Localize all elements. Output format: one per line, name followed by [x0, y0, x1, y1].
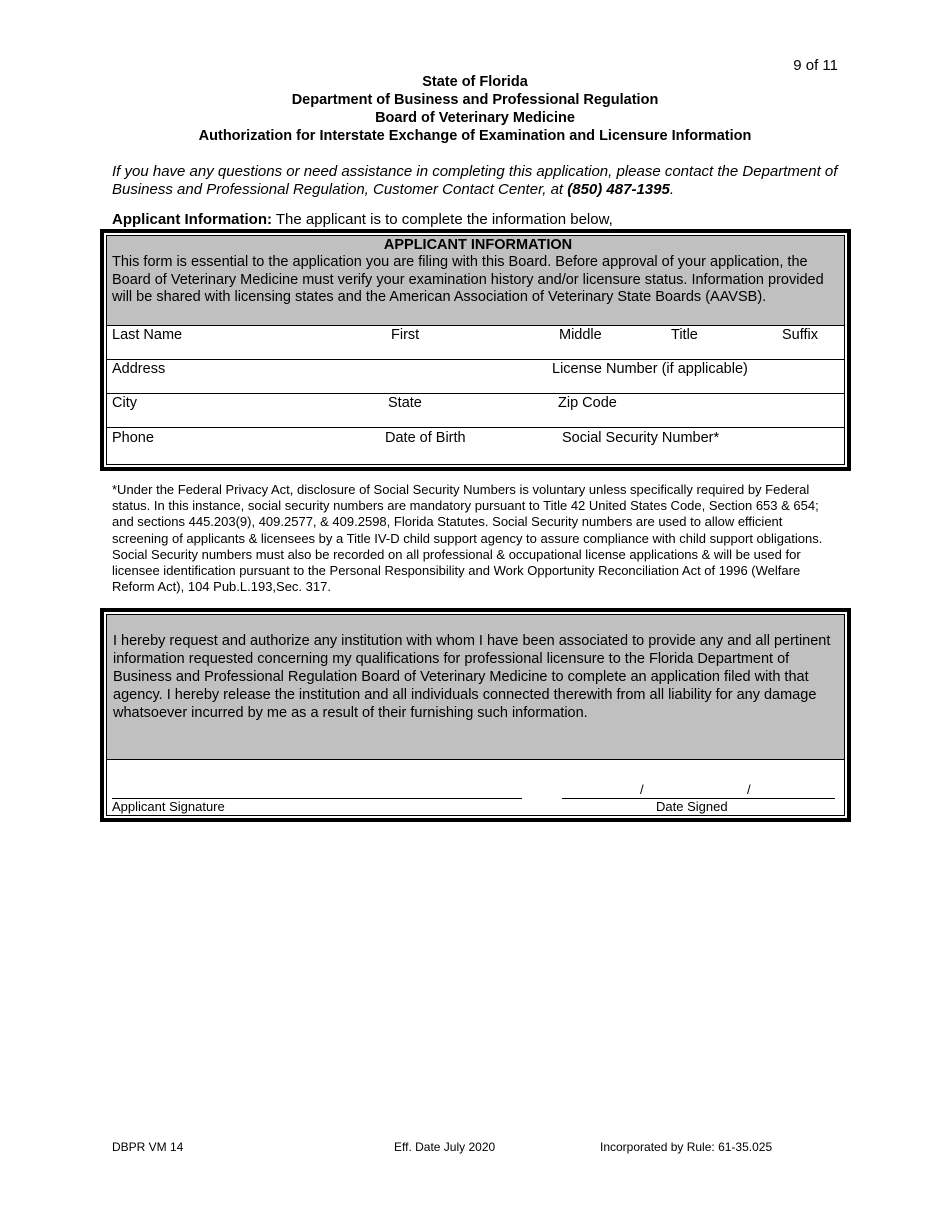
- phone-row: [107, 428, 844, 461]
- title-field[interactable]: Title: [671, 327, 698, 343]
- date-signed-label: Date Signed: [656, 799, 728, 814]
- signature-label: Applicant Signature: [112, 799, 225, 814]
- privacy-act-notice: *Under the Federal Privacy Act, disclosure of Social Security Numbers is voluntary unless specifically required by Federal status. In this instance, social security numbers are mandatory pursuant to Title 42 United States Code, Section 653 & 654; and sections 445.203(9), 409.2577, & 409.2598, Florida Statutes. Social Security numbers are used to allow efficient screening of applicants & licensees by a Title IV-D child support agency to assure compliance with child support obligations. Social Security numbers must also be recorded on all professional & occupational license applications & will be used for licensee identification pursuant to the Personal Responsibility and Work Opportunity Reconciliation Act of 1996 (Welfare Reform Act), 104 Pub.L.193,Sec. 317.: [112, 482, 823, 595]
- first-name-field[interactable]: First: [391, 327, 420, 343]
- last-name-field[interactable]: Last Name: [112, 327, 183, 343]
- applicant-info-box: [100, 229, 851, 471]
- applicant-info-header: [107, 236, 844, 326]
- footer-form-id: DBPR VM 14: [112, 1140, 184, 1154]
- applicant-intro-label: Applicant Information:: [112, 211, 272, 228]
- header-state: State of Florida: [422, 74, 528, 90]
- applicant-intro-text: The applicant is to complete the information below,: [272, 211, 613, 228]
- ssn-field[interactable]: Social Security Number*: [562, 430, 720, 446]
- header-board: Board of Veterinary Medicine: [375, 110, 575, 126]
- suffix-field[interactable]: Suffix: [782, 327, 819, 343]
- city-row: [107, 394, 844, 428]
- date-separator-1: /: [640, 782, 644, 797]
- middle-name-field[interactable]: Middle: [559, 327, 602, 343]
- form-header: [0, 73, 950, 145]
- license-number-field[interactable]: License Number (if applicable): [552, 361, 748, 377]
- contact-text: If you have any questions or need assistance in completing this application, please contact the Department of Business and Professional Regulation, Customer Contact Center, at: [112, 163, 838, 198]
- contact-period: .: [669, 181, 674, 198]
- address-field[interactable]: Address: [112, 361, 166, 377]
- footer-effective-date: Eff. Date July 2020: [394, 1140, 496, 1154]
- applicant-intro: [112, 211, 613, 228]
- contact-info: [112, 163, 842, 199]
- header-department: Department of Business and Professional Regulation: [291, 92, 659, 108]
- phone-field[interactable]: Phone: [112, 430, 154, 446]
- page-number: 9 of 11: [793, 57, 838, 74]
- authorization-box: [100, 608, 851, 822]
- city-field[interactable]: City: [112, 395, 137, 411]
- applicant-info-description: This form is essential to the application you are filing with this Board. Before approval of your application, the Board of Veterinary Medicine must verify your examination history and/or licensure status. Information provided will be shared with licensing states and the American Association of Veterinary State Boards (AAVSB).: [112, 254, 824, 305]
- footer-rule: Incorporated by Rule: 61-35.025: [600, 1140, 773, 1154]
- date-separator-2: /: [747, 782, 751, 797]
- address-row: [107, 360, 844, 394]
- contact-phone: (850) 487-1395: [567, 181, 670, 198]
- applicant-info-title: APPLICANT INFORMATION: [383, 237, 573, 253]
- state-field[interactable]: State: [388, 395, 422, 411]
- authorization-text: I hereby request and authorize any institution with whom I have been associated to provide any and all pertinent information requested concerning my qualifications for professional licensure to the Florida Department of Business and Professional Regulation Board of Veterinary Medicine to complete an application filed with that agency. I hereby release the institution and all individuals connected therewith from all liability for any damage whatsoever incurred by me as a result of their furnishing such information.: [107, 615, 844, 760]
- header-form-title: Authorization for Interstate Exchange of Examination and Licensure Information: [198, 128, 752, 144]
- zip-code-field[interactable]: Zip Code: [558, 395, 617, 411]
- date-of-birth-field[interactable]: Date of Birth: [385, 430, 466, 446]
- name-row: [107, 326, 844, 360]
